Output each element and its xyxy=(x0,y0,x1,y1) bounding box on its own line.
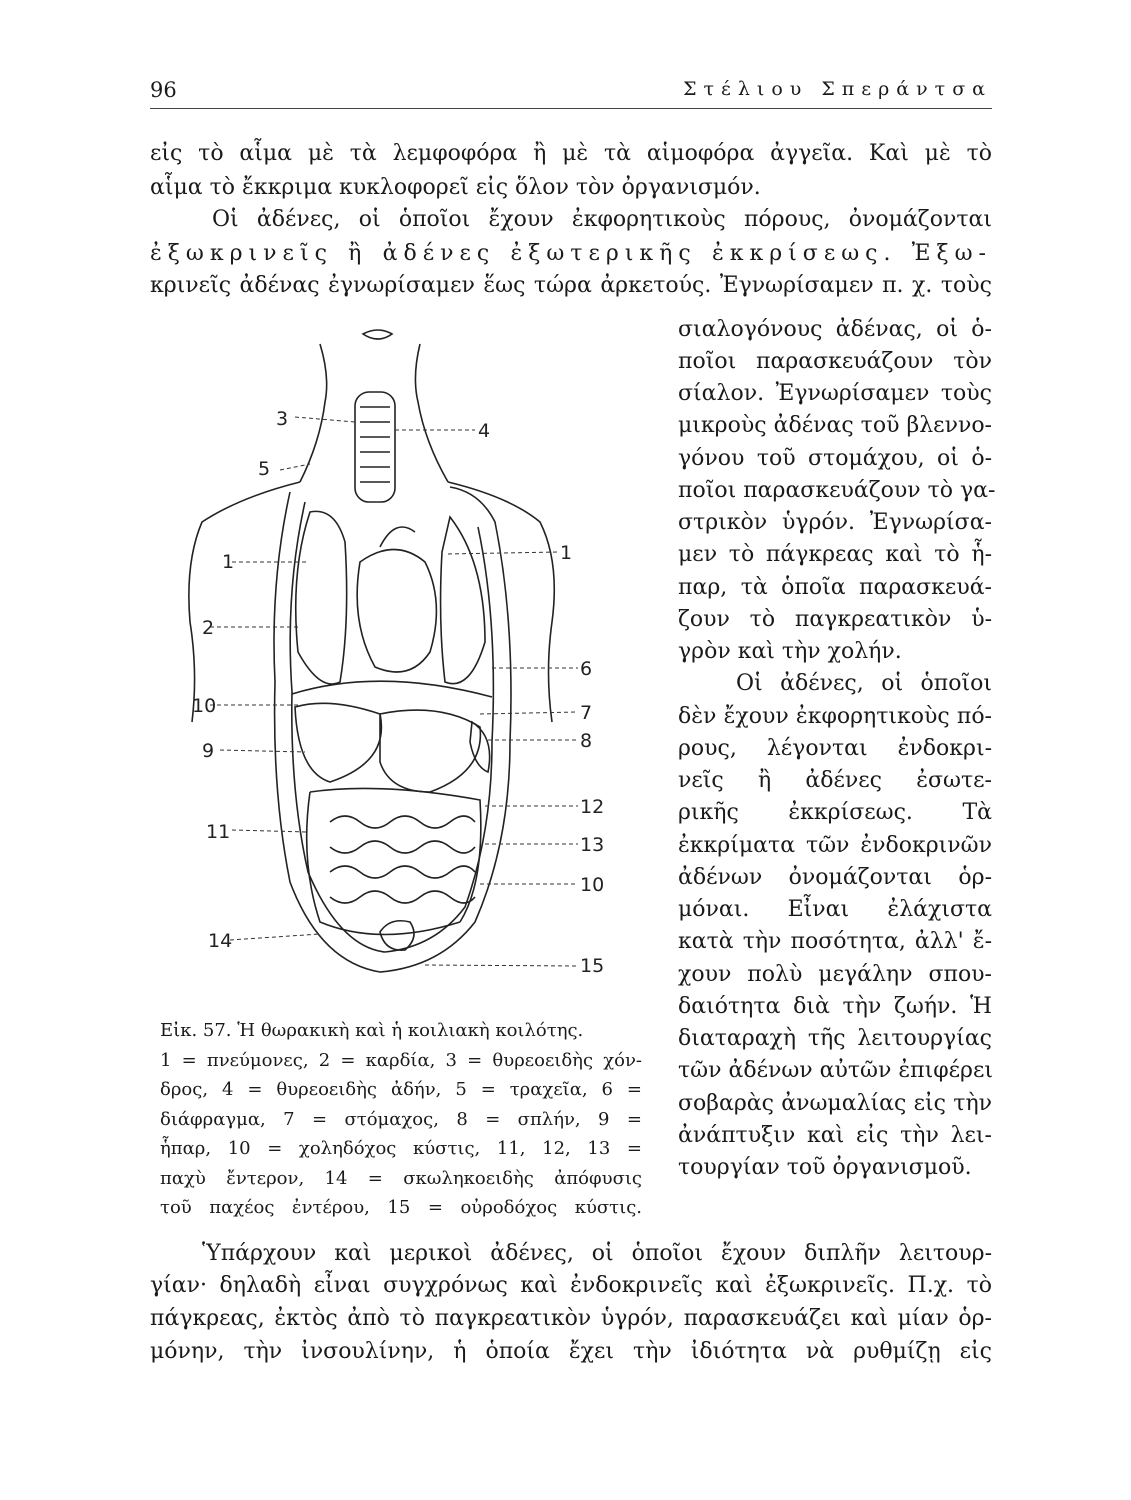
text-line: τουργίαν τοῦ ὀργανισμοῦ. xyxy=(678,1155,972,1180)
text-line: σιαλογόνους ἀδένας, οἱ ὁ- xyxy=(678,317,992,342)
text-line: ἀδένων ὀνομάζονται ὁρ- xyxy=(678,865,992,890)
text-line: ρικῆς ἐκκρίσεως. Τὰ xyxy=(678,800,992,825)
figure-caption-line: παχὺ ἔντερον, 14 = σκωληκοειδὴς ἀπόφυσις xyxy=(160,1168,642,1189)
text-line: μεν τὸ πάγκρεας καὶ τὸ ἧ- xyxy=(678,542,992,567)
figure-label: 1 xyxy=(560,542,573,564)
text-line: Οἱ ἀδένες, οἱ ὁποῖοι xyxy=(736,671,992,696)
figure-label: 3 xyxy=(276,408,289,430)
figure-label: 6 xyxy=(580,658,593,680)
running-head: Στέλιου Σπεράντσα xyxy=(683,78,992,100)
text-line: χουν πολὺ μεγάλην σπου- xyxy=(678,962,992,987)
figure-caption-line: τοῦ παχέος ἐντέρου, 15 = οὐροδόχος κύστις. xyxy=(160,1197,642,1218)
figure-label: 12 xyxy=(580,796,605,818)
text-line: πάγκρεας, ἐκτὸς ἀπὸ τὸ παγκρεατικὸν ὑγρόν, παρασκευάζει καὶ μίαν ὁρ- xyxy=(150,1306,992,1331)
text-line: μόναι. Εἶναι ἐλάχιστα xyxy=(678,897,992,922)
text-line: αἷμα τὸ ἔκκριμα κυκλοφορεῖ εἰς ὅλον τὸν ὀργανισμόν. xyxy=(150,175,761,200)
text-line: στρικὸν ὑγρόν. Ἐγνωρίσα- xyxy=(678,510,992,535)
figure-caption-line: 1 = πνεύμονες, 2 = καρδία, 3 = θυρεοειδὴς χόν- xyxy=(160,1050,642,1071)
text-line: δαιότητα διὰ τὴν ζωήν. Ἡ xyxy=(678,994,992,1019)
figure-label: 9 xyxy=(202,740,215,762)
text-line: ἐξωκρινεῖς ἢ ἀδένες ἐξωτερικῆς ἐκκρίσεως. Ἐξω- xyxy=(150,241,992,266)
page-number: 96 xyxy=(150,78,177,102)
text-line: διαταραχὴ τῆς λειτουργίας xyxy=(678,1026,992,1051)
text-line: ζουν τὸ παγκρεατικὸν ὑ- xyxy=(678,607,992,632)
text-line: σοβαρὰς ἀνωμαλίας εἰς τὴν xyxy=(678,1091,992,1116)
text-line: γρὸν καὶ τὴν χολήν. xyxy=(678,639,902,664)
text-line: Οἱ ἀδένες, οἱ ὁποῖοι ἔχουν ἐκφορητικοὺς πόρους, ὀνομάζονται xyxy=(212,207,992,232)
figure-caption-title: Εἰκ. 57. Ἡ θωρακικὴ καὶ ἡ κοιλιακὴ κοιλότης. xyxy=(160,1020,584,1041)
text-line: μικροὺς ἀδένας τοῦ βλεννο- xyxy=(678,413,992,438)
text-line: κρινεῖς ἀδένας ἐγνωρίσαμεν ἕως τώρα ἀρκετούς. Ἐγνωρίσαμεν π. χ. τοὺς xyxy=(150,273,992,298)
figure-label: 4 xyxy=(478,420,491,442)
text-line: μόνην, τὴν ἰνσουλίνην, ἡ ὁποία ἔχει τὴν ἰδιότητα νὰ ρυθμίζῃ εἰς xyxy=(150,1339,992,1364)
text-line: κατὰ τὴν ποσότητα, ἀλλ' ἔ- xyxy=(678,929,992,954)
figure-label: 11 xyxy=(206,821,231,843)
figure-label: 15 xyxy=(580,955,605,977)
figure-label: 8 xyxy=(580,730,593,752)
figure-label: 1 xyxy=(222,551,235,573)
text-line: ποῖοι παρασκευάζουν τὸν xyxy=(678,349,992,374)
text-line: δὲν ἔχουν ἐκφορητικοὺς πό- xyxy=(678,704,992,729)
text-line: τῶν ἀδένων αὐτῶν ἐπιφέρει xyxy=(678,1058,994,1083)
header-rule xyxy=(150,108,992,109)
text-line: ἀνάπτυξιν καὶ εἰς τὴν λει- xyxy=(678,1123,992,1148)
figure-label: 10 xyxy=(580,874,605,896)
text-line: γόνου τοῦ στομάχου, οἱ ὁ- xyxy=(678,446,992,471)
figure-label: 10 xyxy=(192,695,217,717)
anatomy-figure xyxy=(180,322,650,1012)
text-line: ἐκκρίματα τῶν ἐνδοκρινῶν xyxy=(678,833,992,858)
figure-caption-line: διάφραγμα, 7 = στόμαχος, 8 = σπλήν, 9 = xyxy=(160,1109,642,1130)
text-line: ποῖοι παρασκευάζουν τὸ γα- xyxy=(678,478,996,503)
page-header xyxy=(150,78,992,108)
text-line: εἰς τὸ αἷμα μὲ τὰ λεμφοφόρα ἢ μὲ τὰ αἱμοφόρα ἀγγεῖα. Καὶ μὲ τὸ xyxy=(150,141,992,166)
figure-caption-line: ἧπαρ, 10 = χοληδόχος κύστις, 11, 12, 13 = xyxy=(160,1138,642,1159)
text-line: Ὑπάρχουν καὶ μερικοὶ ἀδένες, οἱ ὁποῖοι ἔχουν διπλῆν λειτουρ- xyxy=(202,1241,992,1266)
figure-label: 14 xyxy=(208,930,233,952)
figure-label: 13 xyxy=(580,834,605,856)
text-line: ρους, λέγονται ἐνδοκρι- xyxy=(678,736,992,761)
text-line: παρ, τὰ ὁποῖα παρασκευά- xyxy=(678,575,992,600)
figure-caption-line: δρος, 4 = θυρεοειδὴς ἀδήν, 5 = τραχεῖα, 6 = xyxy=(160,1079,642,1100)
text-line: νεῖς ἢ ἀδένες ἐσωτε- xyxy=(678,768,992,793)
text-line: γίαν· δηλαδὴ εἶναι συγχρόνως καὶ ἐνδοκρινεῖς καὶ ἐξωκρινεῖς. Π.χ. τὸ xyxy=(150,1273,992,1298)
figure-label: 5 xyxy=(258,458,271,480)
text-line: σίαλον. Ἐγνωρίσαμεν τοὺς xyxy=(678,381,992,406)
figure-label: 7 xyxy=(580,702,593,724)
figure-label: 2 xyxy=(202,617,215,639)
